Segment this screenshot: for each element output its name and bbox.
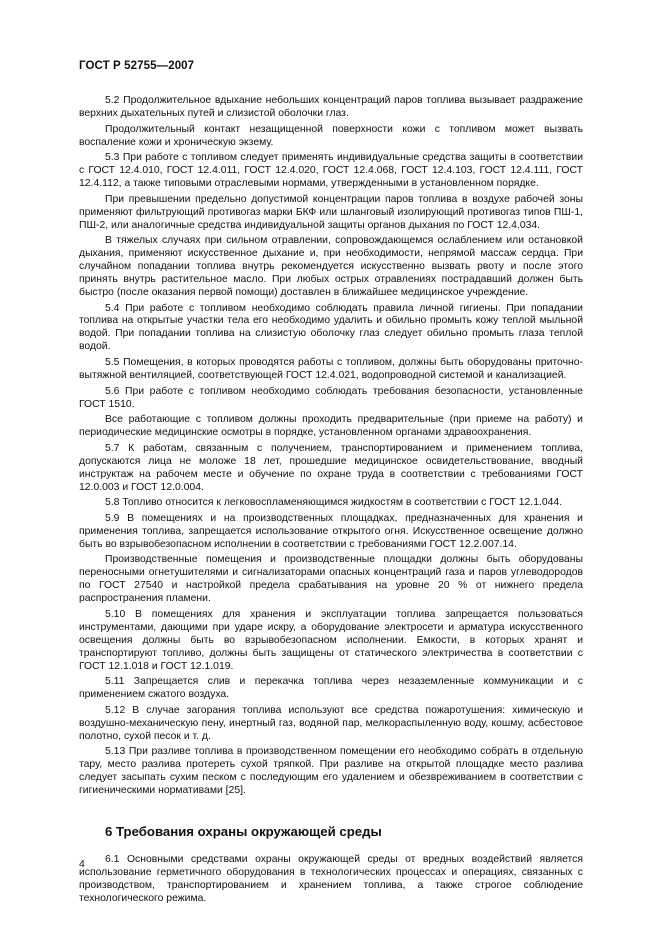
paragraph: Все работающие с топливом должны проходить предварительные (при приеме на работу) и периодические медицинские осмотры в порядке, установленном органами здравоохранения. xyxy=(79,414,583,439)
paragraph: 5.9 В помещениях и на производственных площадках, предназначенных для хранения и применения топлива, запрещается использование открытого огня. Искусственное освещение должно быть во взрывобезопасном исполнении в соответствии с требованиями ГОСТ 12.2.007.14. xyxy=(79,512,583,550)
paragraph: В тяжелых случаях при сильном отравлении, сопровождающемся ослаблением или остановкой дыхания, применяют искусственное дыхание и, при необходимости, непрямой массаж сердца. При случайном попадании топлива внутрь рекомендуется искусственно вызвать рвоту и после этого принять внутрь растительное масло. При любых острых отравлениях пострадавший должен быть быстро (после оказания первой помощи) доставлен в ближайшее медицинское учреждение. xyxy=(79,235,583,298)
paragraph: 5.10 В помещениях для хранения и эксплуатации топлива запрещается пользоваться инструментами, дающими при ударе искру, а оборудование электросети и арматура искусственного освещения должны быть во взрывобезопасном исполнении. Емкости, в которых хранят и транспортируют топливо, должны быть защищены от статического электричества в соответствии с ГОСТ 12.1.018 и ГОСТ 12.1.019. xyxy=(79,608,583,672)
paragraph: 5.11 Запрещается слив и перекачка топлива через незаземленные коммуникации и с применением сжатого воздуха. xyxy=(79,676,583,701)
paragraph: 5.12 В случае загорания топлива используют все средства пожаротушения: химическую и воздушно-механическую пену, инертный газ, водяной пар, мелкораспыленную воду, кошму, асбестовое полотно, сухой песок и т. д. xyxy=(79,704,583,742)
paragraph: 5.2 Продолжительное вдыхание небольших концентраций паров топлива вызывает раздражение верхних дыхательных путей и слизистой оболочки глаз. xyxy=(79,95,583,119)
document-header: ГОСТ Р 52755—2007 xyxy=(79,60,195,72)
paragraph: Производственные помещения и производственные площадки должны быть оборудованы переносными огнетушителями и сигнализаторами опасных концентраций газа и паров углеводородов по ГОСТ 27540 и настройкой предела срабатывания на уровне 20 % от нижнего предела распространения пламени. xyxy=(79,554,583,605)
paragraph: 6.1 Основными средствами охраны окружающей среды от вредных воздействий является использование герметичного оборудования в технологических процессах и операциях, связанных с производством, транспортированием и хранением топлива, а также строгое соблюдение технологического режима. xyxy=(79,853,583,904)
paragraph: 5.7 К работам, связанным с получением, транспортированием и применением топлива, допускаются лица не моложе 18 лет, прошедшие медицинское освидетельствование, вводный инструктаж на рабочем месте и обучение по охране труда в соответствии с требованиями ГОСТ 12.0.003 и ГОСТ 12.0.004. xyxy=(79,442,583,493)
paragraph: При превышении предельно допустимой концентрации паров топлива в воздухе рабочей зоны применяют фильтрующий противогаз марки БКФ или шланговый изолирующий противогаз типов ПШ-1, ПШ-2, или аналогичные средства индивидуальной защиты органов дыхания по ГОСТ 12.4.034. xyxy=(79,193,583,231)
section-heading: 6 Требования охраны окружающей среды xyxy=(105,823,382,839)
document-body xyxy=(79,95,583,908)
paragraph: 5.8 Топливо относится к легковоспламеняющимся жидкостям в соответствии с ГОСТ 12.1.044. xyxy=(105,497,563,509)
page-number: 4 xyxy=(79,859,85,870)
paragraph: Продолжительный контакт незащищенной поверхности кожи с топливом может вызвать воспаление кожи и хроническую экзему. xyxy=(79,123,583,148)
paragraph: 5.6 При работе с топливом необходимо соблюдать требования безопасности, установленные ГОСТ 1510. xyxy=(79,385,583,410)
paragraph: 5.13 При разливе топлива в производственном помещении его необходимо собрать в отдельную тару, место разлива протереть сухой тряпкой. При разливе на открытой площадке место разлива следует засыпать сухим песком с последующим его удалением и обезвреживанием в соответствии с гигиеническими нормативами [25]. xyxy=(79,746,583,797)
paragraph: 5.3 При работе с топливом следует применять индивидуальные средства защиты в соответствии с ГОСТ 12.4.010, ГОСТ 12.4.011, ГОСТ 12.4.020, ГОСТ 12.4.068, ГОСТ 12.4.103, ГОСТ 12.4.111, ГОСТ 12.4.112, а также типовыми отраслевыми нормами, утвержденными в установленном порядке. xyxy=(79,152,583,190)
paragraph: 5.5 Помещения, в которых проводятся работы с топливом, должны быть оборудованы приточно-вытяжной вентиляцией, соответствующей ГОСТ 12.4.021, водопроводной системой и канализацией. xyxy=(79,357,583,381)
paragraph: 5.4 При работе с топливом необходимо соблюдать правила личной гигиены. При попадании топлива на открытые участки тела его необходимо удалить и обильно промыть кожу теплой мыльной водой. При попадании топлива на слизистую оболочку глаз следует обильно промыть глаза теплой водой. xyxy=(79,302,583,353)
